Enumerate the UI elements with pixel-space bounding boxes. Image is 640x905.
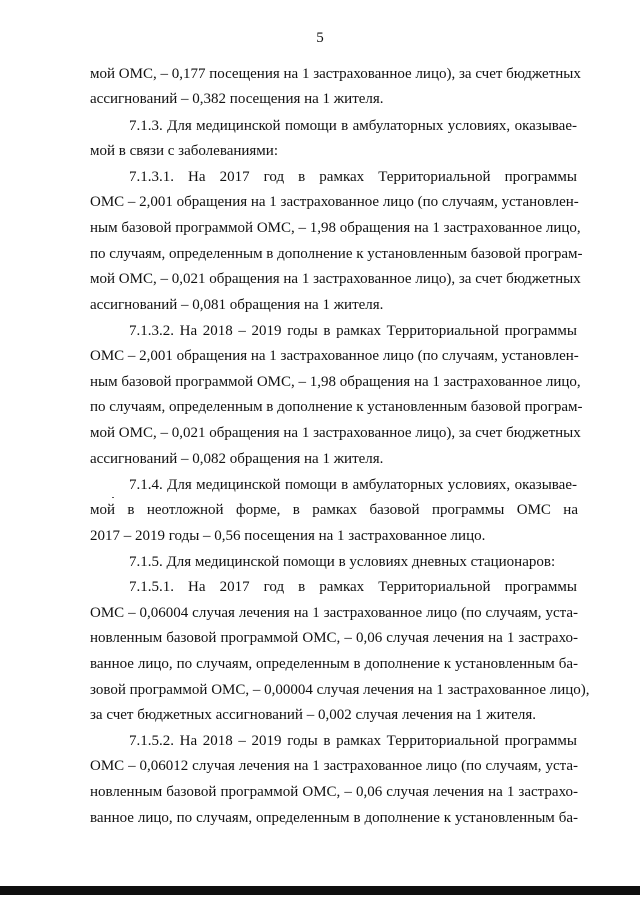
text-line: ванное лицо, по случаям, определенным в дополнение к установленным ба- [90, 810, 578, 826]
text-line: ассигнований – 0,082 обращения на 1 жителя. [90, 451, 384, 467]
text-line: мой ОМС, – 0,177 посещения на 1 застрахованное лицо), за счет бюджетных [90, 66, 581, 82]
text-line: ОМС – 0,06004 случая лечения на 1 застрахованное лицо (по случаям, уста- [90, 605, 578, 621]
text-line: новленным базовой программой ОМС, – 0,06 случая лечения на 1 застрахо- [90, 784, 578, 800]
text-line: 7.1.3.2. На 2018 – 2019 годы в рамках Территориальной программы [129, 323, 577, 339]
text-line: мой ОМС, – 0,021 обращения на 1 застрахованное лицо), за счет бюджетных [90, 425, 581, 441]
text-line: зовой программой ОМС, – 0,00004 случая лечения на 1 застрахованное лицо), [90, 682, 590, 698]
text-line: мой в связи с заболеваниями: [90, 143, 278, 159]
text-line: за счет бюджетных ассигнований – 0,002 случая лечения на 1 жителя. [90, 707, 537, 723]
text-line: ным базовой программой ОМС, – 1,98 обращения на 1 застрахованное лицо, [90, 374, 581, 390]
text-line: ОМС – 2,001 обращения на 1 застрахованное лицо (по случаям, установлен- [90, 194, 579, 210]
text-line: ОМС – 0,06012 случая лечения на 1 застрахованное лицо (по случаям, уста- [90, 758, 578, 774]
text-line: 7.1.4. Для медицинской помощи в амбулаторных условиях, оказывае- [129, 477, 577, 493]
scan-edge-bar [0, 886, 640, 895]
text-line: 2017 – 2019 годы – 0,56 посещения на 1 застрахованное лицо. [90, 528, 486, 544]
text-line: новленным базовой программой ОМС, – 0,06 случая лечения на 1 застрахо- [90, 630, 578, 646]
text-line: 7.1.5. Для медицинской помощи в условиях дневных стационаров: [129, 554, 556, 570]
text-line: ассигнований – 0,081 обращения на 1 жителя. [90, 297, 384, 313]
text-line: 7.1.3.1. На 2017 год в рамках Территориальной программы [129, 169, 577, 185]
page-number: 5 [316, 30, 324, 46]
text-line: ванное лицо, по случаям, определенным в дополнение к установленным ба- [90, 656, 578, 672]
text-line: ным базовой программой ОМС, – 1,98 обращения на 1 застрахованное лицо, [90, 220, 581, 236]
text-line: по случаям, определенным в дополнение к установленным базовой програм- [90, 399, 583, 415]
text-line: 7.1.3. Для медицинской помощи в амбулаторных условиях, оказывае- [129, 118, 577, 134]
text-line: мой ОМС, – 0,021 обращения на 1 застрахованное лицо), за счет бюджетных [90, 271, 581, 287]
scan-speck [112, 497, 114, 498]
text-line: ассигнований – 0,382 посещения на 1 жителя. [90, 91, 384, 107]
text-line: 7.1.5.1. На 2017 год в рамках Территориальной программы [129, 579, 577, 595]
text-line: мой в неотложной форме, в рамках базовой программы ОМС на [90, 502, 578, 518]
text-line: ОМС – 2,001 обращения на 1 застрахованное лицо (по случаям, установлен- [90, 348, 579, 364]
text-line: 7.1.5.2. На 2018 – 2019 годы в рамках Территориальной программы [129, 733, 577, 749]
text-line: по случаям, определенным в дополнение к установленным базовой програм- [90, 246, 583, 262]
